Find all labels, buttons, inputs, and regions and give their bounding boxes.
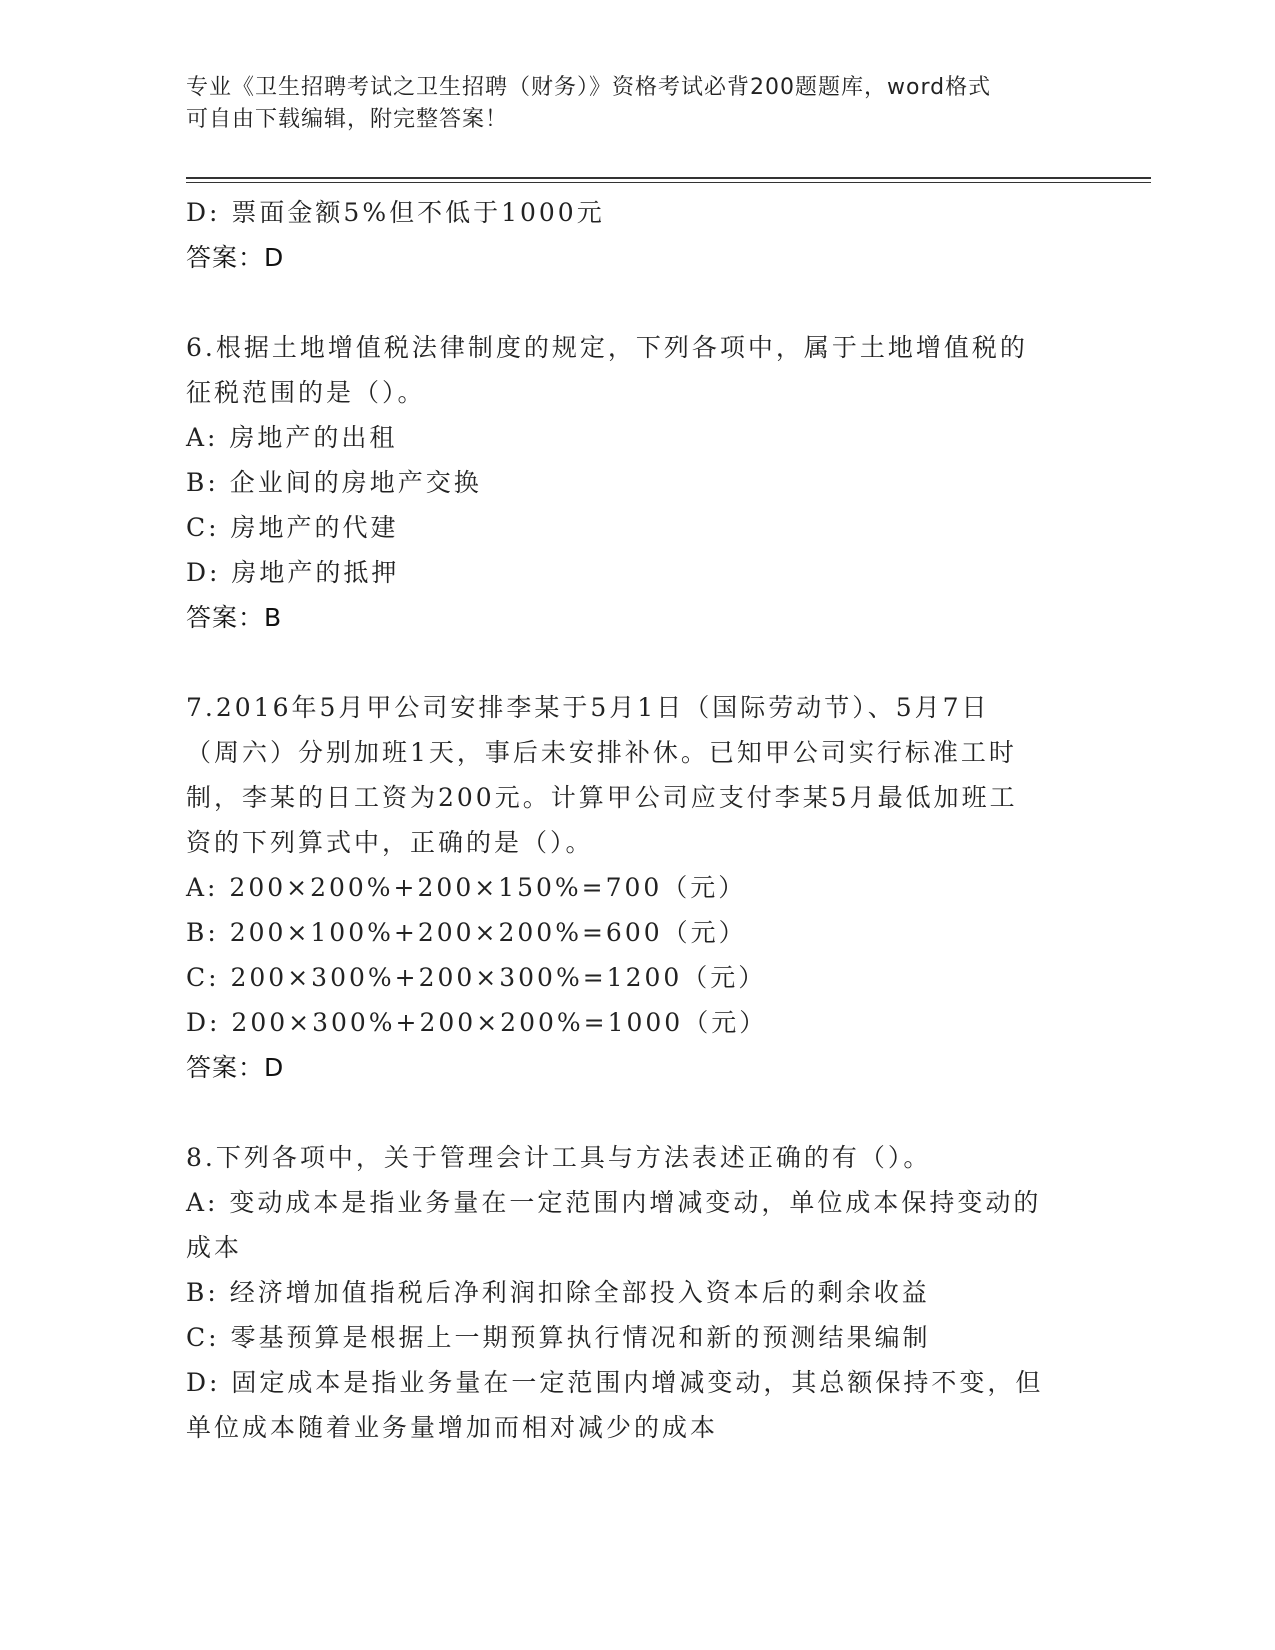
option-c: C: 零基预算是根据上一期预算执行情况和新的预测结果编制: [186, 1323, 931, 1352]
header-title-line-2: 可自由下载编辑，附完整答案！: [186, 107, 509, 132]
answer-label: 答案：D: [186, 243, 285, 272]
question-6: [186, 325, 1086, 640]
option-b: B: 经济增加值指税后净利润扣除全部投入资本后的剩余收益: [186, 1278, 930, 1307]
option-d: D: 票面金额5%但不低于1000元: [186, 198, 605, 227]
spacer: [186, 280, 1086, 325]
question-stem: 制，李某的日工资为200元。计算甲公司应支付李某5月最低加班工: [186, 783, 1018, 812]
header-divider-thick: [186, 177, 1151, 179]
option-b: B: 企业间的房地产交换: [186, 468, 482, 497]
header-divider-thin: [186, 182, 1151, 183]
question-stem: 6.根据土地增值税法律制度的规定，下列各项中，属于土地增值税的: [186, 333, 1028, 362]
spacer: [186, 640, 1086, 685]
option-b: B: 200×100%+200×200%=600（元）: [186, 918, 747, 947]
answer-label: 答案：D: [186, 1053, 285, 1082]
option-d: D: 200×300%+200×200%=1000（元）: [186, 1008, 768, 1037]
option-c: C: 房地产的代建: [186, 513, 399, 542]
option-a: A: 200×200%+200×150%=700（元）: [186, 873, 747, 902]
spacer: [186, 1090, 1086, 1135]
question-stem: （周六）分别加班1天，事后未安排补休。已知甲公司实行标准工时: [186, 738, 1017, 767]
question-stem: 征税范围的是（）。: [186, 378, 426, 407]
question-8: [186, 1135, 1086, 1450]
answer-label: 答案：B: [186, 603, 283, 632]
question-stem: 8.下列各项中，关于管理会计工具与方法表述正确的有（）。: [186, 1143, 932, 1172]
question-7: [186, 685, 1086, 1090]
option-d-continued: 单位成本随着业务量增加而相对减少的成本: [186, 1413, 719, 1442]
document-body: [186, 190, 1086, 1450]
question-stem: 7.2016年5月甲公司安排李某于5月1日（国际劳动节）、5月7日: [186, 693, 990, 722]
option-a: A: 变动成本是指业务量在一定范围内增减变动，单位成本保持变动的: [186, 1188, 1042, 1217]
option-a-continued: 成本: [186, 1233, 243, 1262]
option-d: D: 固定成本是指业务量在一定范围内增减变动，其总额保持不变，但: [186, 1368, 1044, 1397]
option-c: C: 200×300%+200×300%=1200（元）: [186, 963, 767, 992]
question-stem: 资的下列算式中，正确的是（）。: [186, 828, 594, 857]
previous-question-tail: [186, 190, 1086, 280]
header-title-line-1: 专业《卫生招聘考试之卫生招聘（财务）》资格考试必背200题题库，word格式: [186, 75, 992, 100]
document-header: [186, 72, 1086, 136]
option-a: A: 房地产的出租: [186, 423, 398, 452]
option-d: D: 房地产的抵押: [186, 558, 400, 587]
